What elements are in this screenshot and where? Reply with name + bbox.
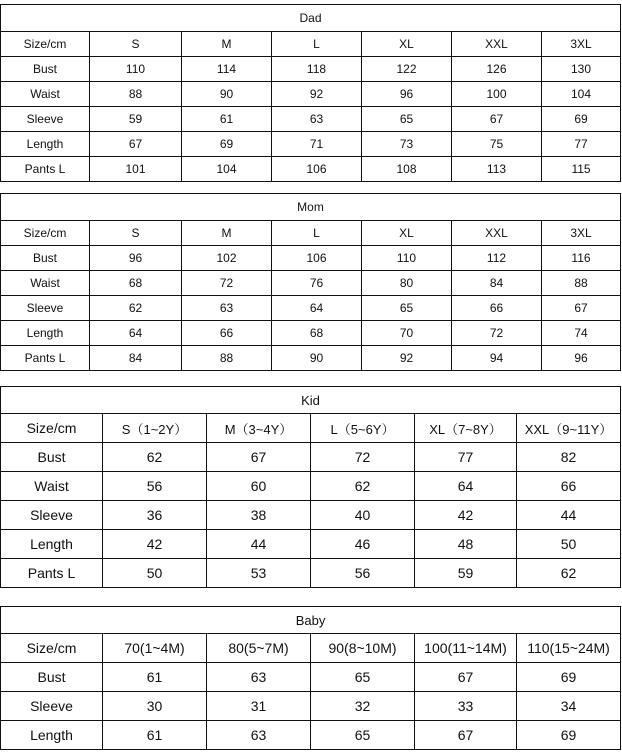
header-cell: 90(8~10M): [311, 634, 415, 663]
table-cell: 34: [517, 692, 621, 721]
kid-table: [0, 386, 621, 588]
table-cell: 44: [517, 501, 621, 530]
row-label: Bust: [1, 246, 90, 271]
header-cell: 3XL: [542, 221, 621, 246]
table-cell: 67: [542, 296, 621, 321]
table-cell: 50: [103, 559, 207, 588]
table-cell: 31: [207, 692, 311, 721]
table-cell: 106: [272, 157, 362, 182]
table-row: [1, 271, 621, 296]
table-cell: 102: [182, 246, 272, 271]
dad-header-row: [1, 32, 621, 57]
table-cell: 66: [452, 296, 542, 321]
header-cell: S（1~2Y）: [103, 414, 207, 443]
table-cell: 44: [207, 530, 311, 559]
header-cell: XL（7~8Y）: [415, 414, 517, 443]
row-label: Pants L: [1, 157, 90, 182]
table-cell: 74: [542, 321, 621, 346]
table-cell: 62: [311, 472, 415, 501]
table-cell: 61: [103, 663, 207, 692]
table-cell: 88: [542, 271, 621, 296]
kid-size-table: [0, 386, 620, 588]
table-cell: 68: [272, 321, 362, 346]
row-label: Pants L: [1, 559, 103, 588]
table-row: [1, 346, 621, 371]
header-cell: 100(11~14M): [415, 634, 517, 663]
table-cell: 90: [182, 82, 272, 107]
table-cell: 32: [311, 692, 415, 721]
table-row: [1, 692, 621, 721]
row-label: Length: [1, 321, 90, 346]
header-cell: 80(5~7M): [207, 634, 311, 663]
table-cell: 72: [452, 321, 542, 346]
table-cell: 48: [415, 530, 517, 559]
table-row: [1, 296, 621, 321]
baby-size-table: [0, 606, 620, 750]
header-cell: Size/cm: [1, 221, 90, 246]
table-cell: 46: [311, 530, 415, 559]
table-cell: 67: [90, 132, 182, 157]
table-row: [1, 501, 621, 530]
table-cell: 92: [272, 82, 362, 107]
table-cell: 92: [362, 346, 452, 371]
table-cell: 130: [542, 57, 621, 82]
table-cell: 65: [311, 721, 415, 750]
header-cell: XXL: [452, 32, 542, 57]
row-label: Length: [1, 721, 103, 750]
table-cell: 30: [103, 692, 207, 721]
mom-size-table: [0, 193, 620, 371]
table-row: [1, 721, 621, 750]
table-cell: 115: [542, 157, 621, 182]
table-cell: 64: [415, 472, 517, 501]
table-cell: 64: [272, 296, 362, 321]
baby-title: Baby: [1, 607, 621, 634]
table-cell: 33: [415, 692, 517, 721]
dad-size-table: [0, 4, 620, 182]
table-cell: 76: [272, 271, 362, 296]
table-cell: 110: [90, 57, 182, 82]
table-cell: 61: [103, 721, 207, 750]
table-row: [1, 132, 621, 157]
table-cell: 122: [362, 57, 452, 82]
kid-header-row: [1, 414, 621, 443]
header-cell: M（3~4Y）: [207, 414, 311, 443]
table-cell: 64: [90, 321, 182, 346]
table-row: [1, 321, 621, 346]
kid-title: Kid: [1, 387, 621, 414]
header-cell: L（5~6Y）: [311, 414, 415, 443]
header-cell: 110(15~24M): [517, 634, 621, 663]
table-row: [1, 157, 621, 182]
table-cell: 94: [452, 346, 542, 371]
row-label: Waist: [1, 472, 103, 501]
table-cell: 62: [517, 559, 621, 588]
table-cell: 42: [103, 530, 207, 559]
table-cell: 101: [90, 157, 182, 182]
table-cell: 65: [362, 107, 452, 132]
table-cell: 90: [272, 346, 362, 371]
table-row: [1, 443, 621, 472]
table-cell: 71: [272, 132, 362, 157]
table-cell: 73: [362, 132, 452, 157]
header-cell: L: [272, 221, 362, 246]
table-cell: 59: [90, 107, 182, 132]
table-cell: 50: [517, 530, 621, 559]
table-cell: 68: [90, 271, 182, 296]
table-cell: 63: [272, 107, 362, 132]
table-cell: 69: [517, 663, 621, 692]
row-label: Waist: [1, 82, 90, 107]
row-label: Bust: [1, 663, 103, 692]
table-cell: 100: [452, 82, 542, 107]
table-cell: 72: [182, 271, 272, 296]
table-cell: 84: [90, 346, 182, 371]
table-cell: 66: [517, 472, 621, 501]
table-cell: 118: [272, 57, 362, 82]
row-label: Length: [1, 530, 103, 559]
dad-table: [0, 4, 621, 182]
table-cell: 65: [311, 663, 415, 692]
table-cell: 96: [362, 82, 452, 107]
table-cell: 106: [272, 246, 362, 271]
header-cell: Size/cm: [1, 414, 103, 443]
table-cell: 56: [103, 472, 207, 501]
baby-table: [0, 606, 621, 750]
table-cell: 42: [415, 501, 517, 530]
table-cell: 69: [182, 132, 272, 157]
table-cell: 69: [517, 721, 621, 750]
table-row: [1, 107, 621, 132]
table-cell: 82: [517, 443, 621, 472]
table-cell: 53: [207, 559, 311, 588]
row-label: Length: [1, 132, 90, 157]
table-cell: 67: [207, 443, 311, 472]
mom-header-row: [1, 221, 621, 246]
row-label: Waist: [1, 271, 90, 296]
table-row: [1, 82, 621, 107]
table-row: [1, 472, 621, 501]
row-label: Bust: [1, 443, 103, 472]
table-cell: 63: [207, 721, 311, 750]
table-cell: 96: [542, 346, 621, 371]
header-cell: S: [90, 221, 182, 246]
table-cell: 67: [415, 663, 517, 692]
table-cell: 67: [452, 107, 542, 132]
table-cell: 126: [452, 57, 542, 82]
header-cell: XL: [362, 221, 452, 246]
header-cell: Size/cm: [1, 634, 103, 663]
table-row: [1, 663, 621, 692]
table-row: [1, 559, 621, 588]
row-label: Sleeve: [1, 692, 103, 721]
row-label: Sleeve: [1, 501, 103, 530]
table-cell: 80: [362, 271, 452, 296]
table-cell: 65: [362, 296, 452, 321]
table-row: [1, 246, 621, 271]
header-cell: XL: [362, 32, 452, 57]
table-cell: 60: [207, 472, 311, 501]
table-cell: 59: [415, 559, 517, 588]
row-label: Sleeve: [1, 107, 90, 132]
header-cell: 3XL: [542, 32, 621, 57]
header-cell: 70(1~4M): [103, 634, 207, 663]
table-cell: 62: [103, 443, 207, 472]
table-cell: 112: [452, 246, 542, 271]
header-cell: L: [272, 32, 362, 57]
table-cell: 104: [542, 82, 621, 107]
mom-title: Mom: [1, 194, 621, 221]
table-cell: 66: [182, 321, 272, 346]
table-cell: 38: [207, 501, 311, 530]
table-cell: 72: [311, 443, 415, 472]
table-cell: 75: [452, 132, 542, 157]
header-cell: Size/cm: [1, 32, 90, 57]
row-label: Bust: [1, 57, 90, 82]
table-cell: 96: [90, 246, 182, 271]
table-cell: 113: [452, 157, 542, 182]
header-cell: XXL（9~11Y）: [517, 414, 621, 443]
table-cell: 77: [415, 443, 517, 472]
mom-table: [0, 193, 621, 371]
row-label: Pants L: [1, 346, 90, 371]
table-row: [1, 57, 621, 82]
table-row: [1, 530, 621, 559]
table-cell: 36: [103, 501, 207, 530]
header-cell: XXL: [452, 221, 542, 246]
header-cell: S: [90, 32, 182, 57]
table-cell: 88: [90, 82, 182, 107]
table-cell: 116: [542, 246, 621, 271]
table-cell: 40: [311, 501, 415, 530]
header-cell: M: [182, 32, 272, 57]
table-cell: 62: [90, 296, 182, 321]
table-cell: 108: [362, 157, 452, 182]
table-cell: 67: [415, 721, 517, 750]
table-cell: 63: [207, 663, 311, 692]
table-cell: 70: [362, 321, 452, 346]
table-cell: 56: [311, 559, 415, 588]
row-label: Sleeve: [1, 296, 90, 321]
table-cell: 114: [182, 57, 272, 82]
table-cell: 63: [182, 296, 272, 321]
table-cell: 69: [542, 107, 621, 132]
baby-header-row: [1, 634, 621, 663]
table-cell: 77: [542, 132, 621, 157]
table-cell: 61: [182, 107, 272, 132]
table-cell: 88: [182, 346, 272, 371]
table-cell: 104: [182, 157, 272, 182]
header-cell: M: [182, 221, 272, 246]
table-cell: 110: [362, 246, 452, 271]
table-cell: 84: [452, 271, 542, 296]
dad-title: Dad: [1, 5, 621, 32]
